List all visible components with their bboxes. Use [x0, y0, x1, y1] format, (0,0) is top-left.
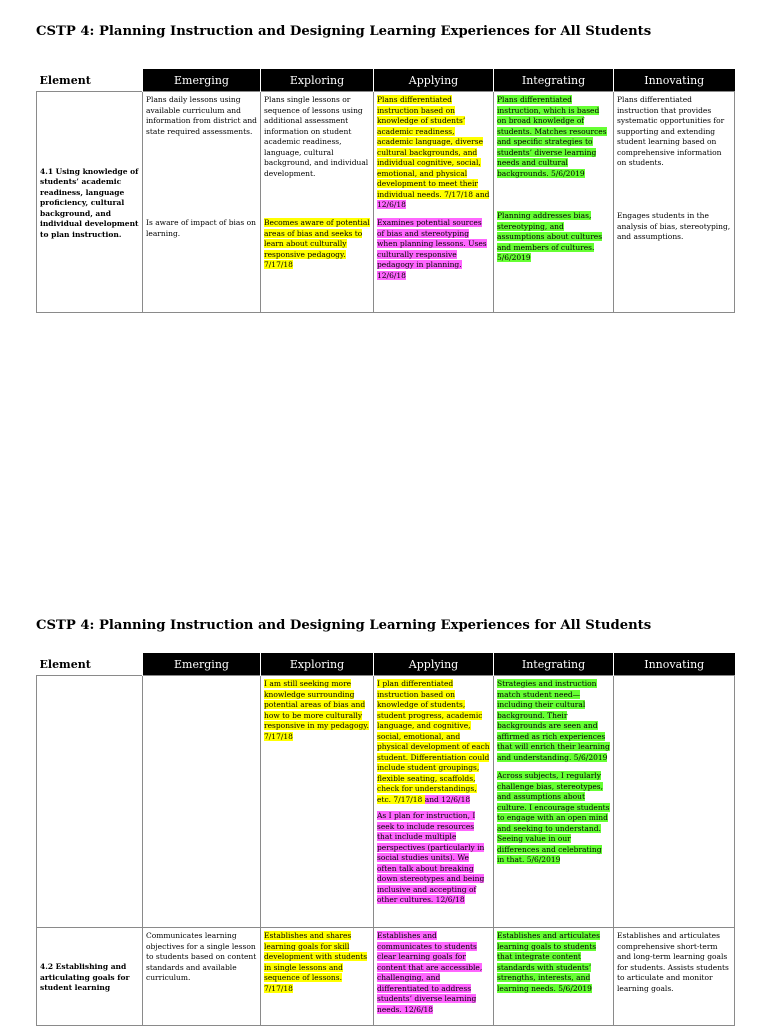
- applying-cell: [374, 92, 494, 313]
- cell-text: Plans single lessons or sequence of lessons using additional assessment information on student academic readiness, language, cultural background, and individual development.: [264, 95, 369, 178]
- header-exploring: Exploring: [261, 653, 374, 676]
- element-cell: [37, 676, 143, 928]
- highlighted-text: Plans differentiated instruction, which is based on broad knowledge of students. Matches resources and specific strategies to students’ diverse learning needs and cultural backgrounds. 5/6/2019: [497, 95, 607, 178]
- highlighted-text: Establishes and communicates to students clear learning goals for content that are accessible, challenging, and differentiated to address students’ diverse learning needs. 12/6/18: [377, 931, 483, 1014]
- integrating-cell: [494, 928, 614, 1026]
- integrating-cell: [494, 92, 614, 313]
- highlighted-text: I plan differentiated instruction based on knowledge of students, student progress, academic language, and cognitive, social, emotional, and physical development of each student. Differentiation could include student groupings, flexible seating, scaffolds, check for understandings, etc. 7/17/18: [377, 679, 490, 804]
- table-row: [37, 676, 735, 928]
- header-emerging: Emerging: [143, 653, 261, 676]
- header-applying: Applying: [374, 653, 494, 676]
- header-element: Element: [37, 653, 143, 676]
- emerging-cell: [143, 676, 261, 928]
- header-element: Element: [37, 69, 143, 92]
- cell-text: Plans daily lessons using available curriculum and information from district and state required assessments.: [146, 95, 257, 136]
- highlighted-text: I am still seeking more knowledge surrounding potential areas of bias and how to be more culturally responsive in my pedagogy. 7/17/18: [264, 679, 369, 741]
- highlighted-text: As I plan for instruction, I seek to include resources that include multiple perspectives (particularly in social studies units). We often talk about breaking down stereotypes and being inclusive and accepting of other cultures. 12/6/18: [377, 811, 485, 904]
- highlighted-text: Examines potential sources of bias and stereotyping when planning lessons. Uses culturally responsive pedagogy in planning. 12/6/18: [377, 218, 487, 280]
- highlighted-text: Plans differentiated instruction based on knowledge of students’ academic readiness, academic language, diverse cultural backgrounds, and individual cognitive, social, emotional, and physical development to meet their individual needs. 7/17/18 and: [377, 95, 490, 199]
- header-applying: Applying: [374, 69, 494, 92]
- emerging-cell: [143, 92, 261, 313]
- innovating-cell: Establishes and articulates comprehensive short-term and long-term learning goals for students. Assists students to articulate and monitor learning goals.: [614, 928, 735, 1026]
- element-cell: 4.2 Establishing and articulating goals for student learning: [37, 928, 143, 1026]
- highlighted-text: Planning addresses bias, stereotyping, and assumptions about cultures and members of cultures. 5/6/2019: [497, 211, 603, 262]
- exploring-cell: [261, 92, 374, 313]
- rubric-table: [36, 653, 735, 1026]
- header-emerging: Emerging: [143, 69, 261, 92]
- applying-cell: [374, 928, 494, 1026]
- page-title: CSTP 4: Planning Instruction and Designing Learning Experiences for All Students: [36, 618, 652, 633]
- highlighted-text: Establishes and shares learning goals for skill development with students in single lessons and sequence of lessons. 7/17/18: [264, 931, 368, 993]
- header-innovating: Innovating: [614, 69, 735, 92]
- page-title: CSTP 4: Planning Instruction and Designing Learning Experiences for All Students: [36, 24, 652, 39]
- highlighted-text: Becomes aware of potential areas of bias and seeks to learn about culturally responsive pedagogy. 7/17/18: [264, 218, 370, 269]
- header-integrating: Integrating: [494, 653, 614, 676]
- header-exploring: Exploring: [261, 69, 374, 92]
- exploring-cell: [261, 928, 374, 1026]
- header-integrating: Integrating: [494, 69, 614, 92]
- innovating-cell: [614, 92, 735, 313]
- header-row: [37, 653, 735, 676]
- cell-text: Engages students in the analysis of bias, stereotyping, and assumptions.: [617, 211, 731, 241]
- applying-cell: [374, 676, 494, 928]
- table-row: [37, 928, 735, 1026]
- highlighted-text: and 12/6/18: [424, 794, 471, 804]
- highlighted-text: Establishes and articulates learning goals to students that integrate content standards with students’ strengths, interests, and learning needs. 5/6/2019: [497, 931, 600, 993]
- integrating-cell: [494, 676, 614, 928]
- innovating-cell: [614, 676, 735, 928]
- highlighted-text: Across subjects, I regularly challenge bias, stereotypes, and assumptions about culture. I encourage students to engage with an open mind and seeking to understand. Seeing value in our differences and celebrating in that. 5/6/2019: [497, 771, 610, 864]
- table-row: [37, 92, 735, 313]
- element-cell: 4.1 Using knowledge of students’ academic readiness, language proficiency, cultural background, and individual development to plan instruction.: [37, 92, 143, 313]
- header-row: [37, 69, 735, 92]
- highlighted-text: Strategies and instruction match student need—including their cultural background. Their backgrounds are seen and affirmed as rich experiences that will enrich their learning and understanding. 5/6/2019: [497, 679, 610, 762]
- highlighted-text: 12/6/18: [377, 200, 406, 209]
- cell-text: Plans differentiated instruction that provides systematic opportunities for supporting and extending student learning based on comprehensive information on students.: [617, 95, 725, 167]
- rubric-table: [36, 69, 735, 313]
- header-innovating: Innovating: [614, 653, 735, 676]
- cell-text: Is aware of impact of bias on learning.: [146, 218, 256, 238]
- exploring-cell: [261, 676, 374, 928]
- emerging-cell: Communicates learning objectives for a single lesson to students based on content standards and available curriculum.: [143, 928, 261, 1026]
